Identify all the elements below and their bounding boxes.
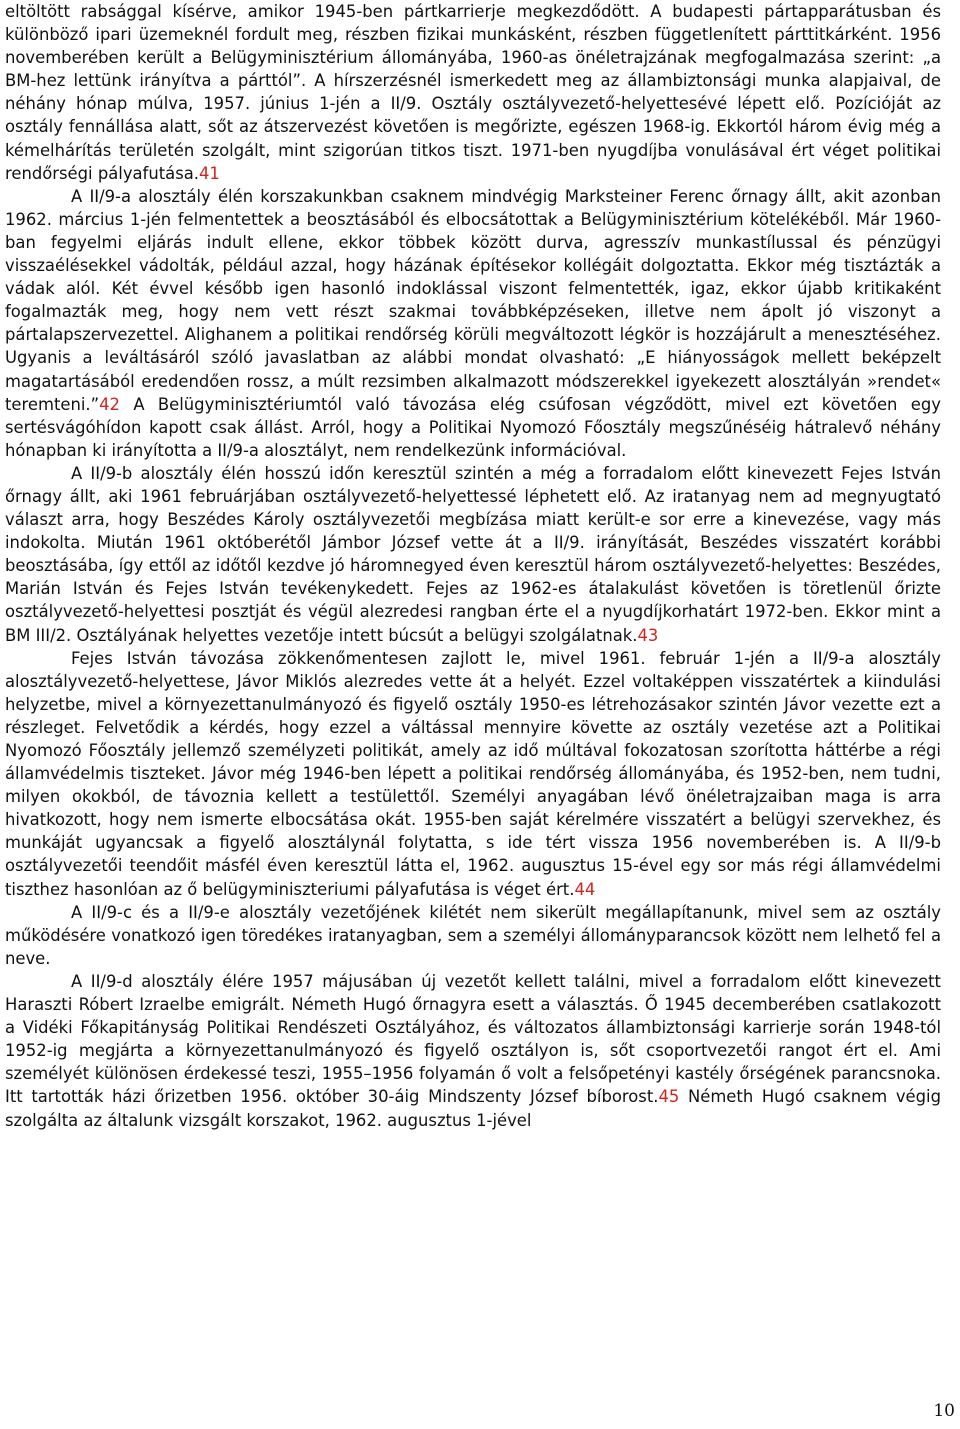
paragraph-text: A II/9-a alosztály élén korszakunkban csaknem mindvégig Marksteiner Ferenc őrnagy állt, akit azonban 1962. március 1-jén felmentettek a beosztásából és elbocsátottak a Belügyminisztérium kötelékéből. Már 1960-ban fegyelmi eljárás indult ellene, ekkor többek között durva, agresszív munkastílussal és pénzügyi visszaélésekkel vádolták, például azzal, hogy házának építésekor kollégáit dolgoztatta. Ekkor még tisztázták a vádak alól. Két évvel később igen hasonló indoklással viszont felmentették, igaz, ekkor újabb kritikaként fogalmazták meg, hogy nem vett részt szakmai továbbképzéseken, illetve nem ápolt jó viszonyt a pártalapszervezettel. Alighanem a politikai rendőrség körüli megváltozott légkör is hozzájárult a menesztéséhez. Ugyanis a leváltásáról szóló javaslatban az alábbi mondat olvasható: „E hiányosságok mellett beképzelt magatartásából eredendően rossz, a múlt rezsimben alkalmazott módszerekkel igyekezett alosztályán »rendet« teremteni.” (5, 186, 941, 414)
paragraph-text: A II/9-d alosztály élére 1957 májusában új vezetőt kellett találni, mivel a forradalom előtt kinevezett Haraszti Róbert Izraelbe emigrált. Németh Hugó őrnagyra esett a választás. Ő 1945 decemberében csatlakozott a Vidéki Főkapitányság Politikai Rendészeti Osztályához, és változatos állambiztonsági karrierje során 1948-tól 1952-ig megjárta a környezettanulmányozó és figyelő osztályon is, sőt csoportvezetői rangot ért el. Ami személyét különösen érdekessé teszi, 1955–1956 folyamán ő volt a felsőpetényi kastély őrségének parancsnoka. Itt tartották házi őrizetben 1956. október 30-áig Mindszenty József bíborost. (5, 971, 941, 1107)
footnote-ref-41[interactable]: 41 (198, 163, 220, 183)
page-number: 10 (933, 1401, 955, 1421)
paragraph-5 (5, 901, 941, 970)
footnote-ref-45[interactable]: 45 (658, 1087, 680, 1107)
paragraph-6 (5, 970, 941, 1132)
paragraph-2 (5, 185, 941, 462)
paragraph-text-continued: A Belügyminisztériumtól való távozása elég csúfosan végződött, mivel ezt követően egy sertésvágóhídon kapott csak állást. Arról, hogy a Politikai Nyomozó Főosztály megszűnéséig hátralevő néhány hónapban ki irányította a II/9-a alosztályt, nem rendelkezünk információval. (5, 394, 941, 460)
paragraph-text-continued: Németh Hugó csaknem végig szolgálta az általunk vizsgált korszakot, 1962. augusztus 1-jével (5, 1087, 941, 1130)
paragraph-3 (5, 462, 941, 647)
footnote-ref-44[interactable]: 44 (574, 879, 596, 899)
paragraph-4 (5, 647, 941, 901)
paragraph-text: A II/9-b alosztály élén hosszú időn keresztül szintén a még a forradalom előtt kinevezett Fejes István őrnagy állt, aki 1961 februárjában osztályvezető-helyettessé léphetett elő. Az iratanyag nem ad megnyugtató választ arra, hogy Beszédes Károly osztályvezetői megbízása miatt került-e sor erre a kinevezése, vagy más indokolta. Miután 1961 októberétől Jámbor József vette át a II/9. irányítását, Beszédes visszatért korábbi beosztásába, így ettől az időtől kezdve jó háromnegyed éven keresztül három osztályvezető-helyettes: Beszédes, Marián István és Fejes István tevékenykedett. Fejes az 1962-es átalakulást követően is töretlenül őrizte osztályvezető-helyettesi posztját és végül alezredesi rangban érte el a nyugdíjkorhatárt 1972-ben. Ekkor mint a BM III/2. Osztályának helyettes vezetője intett búcsút a belügyi szolgálatnak. (5, 463, 941, 645)
paragraph-text: eltöltött rabsággal kísérve, amikor 1945-ben pártkarrierje megkezdődött. A budapesti pártapparátusban és különböző ipari üzemeknél fordult meg, részben fizikai munkásként, részben függetlenített párttitkárként. 1956 novemberében került a Belügyminisztérium állományába, 1960-as önéletrajzának megfogalmazása szerint: „a BM-hez lettünk irányítva a párttól”. A hírszerzésnél ismerkedett meg az állambiztonsági munka alapjaival, de néhány hónap múlva, 1957. június 1-jén a II/9. Osztály osztályvezető-helyettesévé lépett elő. Pozícióját az osztály fennállása alatt, sőt az átszervezést követően is megőrizte, egészen 1968-ig. Ekkortól három évig még a kémelhárítás területén szolgált, mint szigorúan titkos tiszt. 1971-ben nyugdíjba vonulásával ért véget politikai rendőrségi pályafutása. (5, 2, 941, 183)
footnote-ref-42[interactable]: 42 (99, 394, 120, 414)
document-page (5, 0, 941, 1132)
footnote-ref-43[interactable]: 43 (637, 625, 659, 645)
paragraph-text: Fejes István távozása zökkenőmentesen zajlott le, mivel 1961. február 1-jén a II/9-a alosztály alosztályvezető-helyettese, Jávor Miklós alezredes vette át a helyét. Ezzel voltaképpen visszatértek a kiindulási helyzetbe, mivel a környezettanulmányozó és figyelő osztály 1950-es létrehozásakor szintén Jávor vezette ezt a részleget. Felvetődik a kérdés, hogy ezzel a váltással mennyire követte az osztály vezetése azt a Politikai Nyomozó Főosztály jellemző személyzeti politikát, amely az idő múltával fokozatosan szorította háttérbe a régi államvédelmis tiszteket. Jávor még 1946-ben lépett a politikai rendőrség állományába, és 1952-ben, nem tudni, milyen okokból, de távoznia kellett a testülettől. Személyi anyagában lévő önéletrajzaiban maga is arra hivatkozott, hogy nem ismerte elbocsátása okát. 1955-ben saját kérelmére visszatért a belügyi szervekhez, és munkáját ugyancsak a figyelő alosztálynál folytatta, s ide tért vissza 1956 novemberében is. A II/9-b osztályvezetői teendőit másfél éven keresztül látta el, 1962. augusztus 15-ével egy sor más régi államvédelmi tiszthez hasonlóan az ő belügyminiszteriumi pályafutása is véget ért. (5, 648, 941, 899)
paragraph-1 (5, 0, 941, 185)
paragraph-text: A II/9-c és a II/9-e alosztály vezetőjének kilétét nem sikerült megállapítanunk, mivel sem az osztály működésére vonatkozó igen töredékes iratanyagban, sem a személyi állományparancsok között nem lelhető fel a neve. (5, 902, 941, 968)
